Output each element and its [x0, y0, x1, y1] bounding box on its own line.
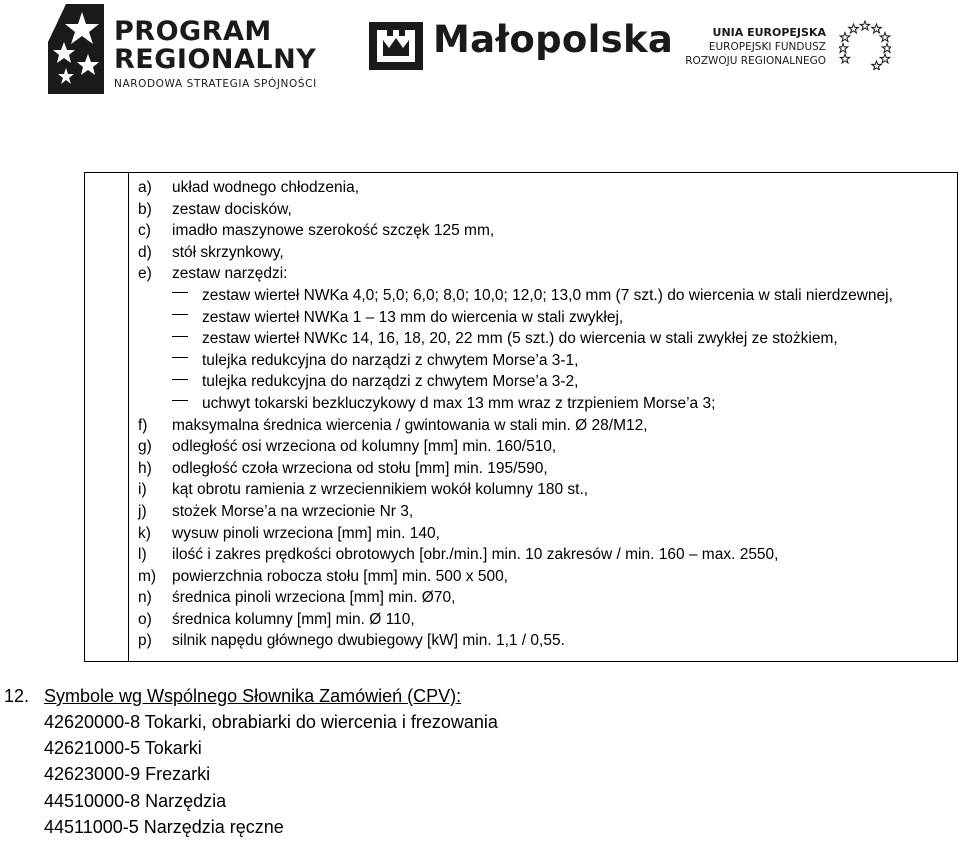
- spec-item-text: zestaw wierteł NWKa 1 – 13 mm do wiercenia w stali zwykłej,: [202, 308, 624, 326]
- dash-bullet-icon: [172, 357, 188, 358]
- cpv-code-item: 44510000-8 Narzędzia: [44, 790, 227, 811]
- spec-item-text: średnica kolumny [mm] min. Ø 110,: [172, 610, 415, 628]
- eu-logo-line2: EUROPEJSKI FUNDUSZ: [708, 41, 826, 53]
- spec-item-letter: g): [138, 438, 152, 456]
- spec-item-text: układ wodnego chłodzenia,: [172, 179, 359, 196]
- spec-item-text: stół skrzynkowy,: [172, 243, 284, 261]
- spec-subitem: [138, 371, 893, 393]
- spec-item-text: zestaw wierteł NWKc 14, 16, 18, 20, 22 mm (5 szt.) do wiercenia w stali zwykłej ze stożkiem,: [202, 330, 838, 348]
- spec-item-letter: f): [138, 416, 148, 434]
- cpv-code-item: 42623000-9 Frezarki: [44, 764, 211, 785]
- dash-bullet-icon: [172, 336, 188, 337]
- section-number: 12.: [4, 686, 30, 706]
- spec-item-letter: k): [138, 524, 151, 542]
- spec-item-text: uchwyt tokarski bezkluczykowy d max 13 mm wraz z trzpieniem Morse’a 3;: [202, 394, 716, 412]
- spec-item-letter: m): [138, 567, 157, 585]
- spec-subitem: [138, 285, 893, 307]
- spec-item-letter: b): [138, 200, 152, 218]
- spec-item-text: średnica pinoli wrzeciona [mm] min. Ø70,: [172, 589, 456, 607]
- spec-item: [138, 177, 893, 199]
- spec-item: [138, 458, 893, 480]
- dash-bullet-icon: [172, 400, 188, 401]
- program-regionalny-logo: [114, 18, 317, 90]
- spec-item: [138, 199, 893, 221]
- spec-item-text: zestaw docisków,: [172, 200, 292, 218]
- spec-item: [138, 501, 893, 523]
- spec-item: [138, 566, 893, 588]
- section-title: Symbole wg Wspólnego Słownika Zamówień (CPV):: [44, 686, 462, 706]
- program-regionalny-emblem-icon: [44, 2, 106, 96]
- spec-item-letter: c): [138, 222, 151, 240]
- eu-logo-line1: UNIA EUROPEJSKA: [712, 26, 826, 39]
- spec-item: [138, 587, 893, 609]
- spec-item-text: ilość i zakres prędkości obrotowych [obr./min.] min. 10 zakresów / min. 160 – max. 2550,: [172, 546, 779, 564]
- spec-item: [138, 220, 893, 242]
- spec-item: [138, 544, 893, 566]
- spec-subitem: [138, 350, 893, 372]
- spec-item-text: silnik napędu głównego dwubiegowy [kW] min. 1,1 / 0,55.: [172, 632, 565, 650]
- malopolska-emblem-icon: [367, 20, 425, 72]
- dash-bullet-icon: [172, 292, 188, 293]
- spec-subitem: [138, 393, 893, 415]
- spec-item-letter: d): [138, 243, 152, 261]
- page-header: [0, 0, 960, 100]
- eu-logo-line3: ROZWOJU REGIONALNEGO: [685, 55, 826, 67]
- spec-item-text: tulejka redukcyjna do narządzi z chwytem Morse’a 3-2,: [202, 373, 579, 391]
- spec-subitem: [138, 328, 893, 350]
- spec-item-text: zestaw wierteł NWKa 4,0; 5,0; 6,0; 8,0; 10,0; 12,0; 13,0 mm (7 szt.) do wiercenia w stali nierdzewnej,: [202, 286, 893, 304]
- spec-item-text: wysuw pinoli wrzeciona [mm] min. 140,: [172, 524, 440, 542]
- logo-text-strategia: NARODOWA STRATEGIA SPÓJNOŚCI: [114, 78, 317, 90]
- spec-list: [138, 177, 893, 652]
- spec-item-letter: p): [138, 632, 152, 650]
- spec-item: [138, 436, 893, 458]
- spec-item: [138, 242, 893, 264]
- spec-item-letter: l): [138, 546, 147, 564]
- spec-item-text: maksymalna średnica wiercenia / gwintowania w stali min. Ø 28/M12,: [172, 416, 648, 434]
- logo-text-program: PROGRAM: [114, 16, 272, 47]
- dash-bullet-icon: [172, 314, 188, 315]
- spec-item: [138, 415, 893, 437]
- spec-item-text: odległość osi wrzeciona od kolumny [mm] min. 160/510,: [172, 438, 557, 456]
- spec-item-letter: i): [138, 481, 147, 499]
- cpv-code-item: 42621000-5 Tokarki: [44, 738, 202, 759]
- spec-item-text: tulejka redukcyjna do narządzi z chwytem Morse’a 3-1,: [202, 351, 579, 369]
- spec-item-letter: n): [138, 589, 152, 607]
- cpv-code-list: [44, 709, 498, 840]
- spec-table: [84, 172, 958, 662]
- spec-item-letter: e): [138, 265, 152, 283]
- spec-item-letter: o): [138, 610, 152, 628]
- cpv-code-item: 42620000-8 Tokarki, obrabiarki do wiercenia i frezowania: [44, 712, 498, 732]
- spec-item-text: zestaw narzędzi:: [172, 265, 288, 283]
- spec-item-text: kąt obrotu ramienia z wrzeciennikiem wokół kolumny 180 st.,: [172, 481, 589, 499]
- spec-item: [138, 479, 893, 501]
- spec-item: [138, 609, 893, 631]
- spec-item: [138, 630, 893, 652]
- eu-logo-text: [684, 26, 826, 68]
- spec-item-letter: h): [138, 459, 152, 477]
- spec-item-text: powierzchnia robocza stołu [mm] min. 500 x 500,: [172, 567, 508, 585]
- eu-stars-flag-icon: [839, 18, 891, 70]
- spec-item-letter: a): [138, 179, 152, 196]
- logo-text-regionalny: REGIONALNY: [114, 44, 317, 75]
- spec-item-text: stożek Morse’a na wrzecionie Nr 3,: [172, 502, 414, 520]
- spec-item: [138, 263, 893, 285]
- cpv-code-item: 44511000-5 Narzędzia ręczne: [44, 816, 284, 837]
- spec-item-letter: j): [138, 502, 147, 520]
- malopolska-logo: Małopolska: [433, 18, 674, 61]
- dash-bullet-icon: [172, 379, 188, 380]
- spec-item: [138, 523, 893, 545]
- spec-item-text: odległość czoła wrzeciona od stołu [mm] min. 195/590,: [172, 459, 548, 477]
- table-column-divider: [128, 173, 129, 661]
- spec-subitem: [138, 307, 893, 329]
- spec-item-text: imadło maszynowe szerokość szczęk 125 mm,: [172, 222, 495, 240]
